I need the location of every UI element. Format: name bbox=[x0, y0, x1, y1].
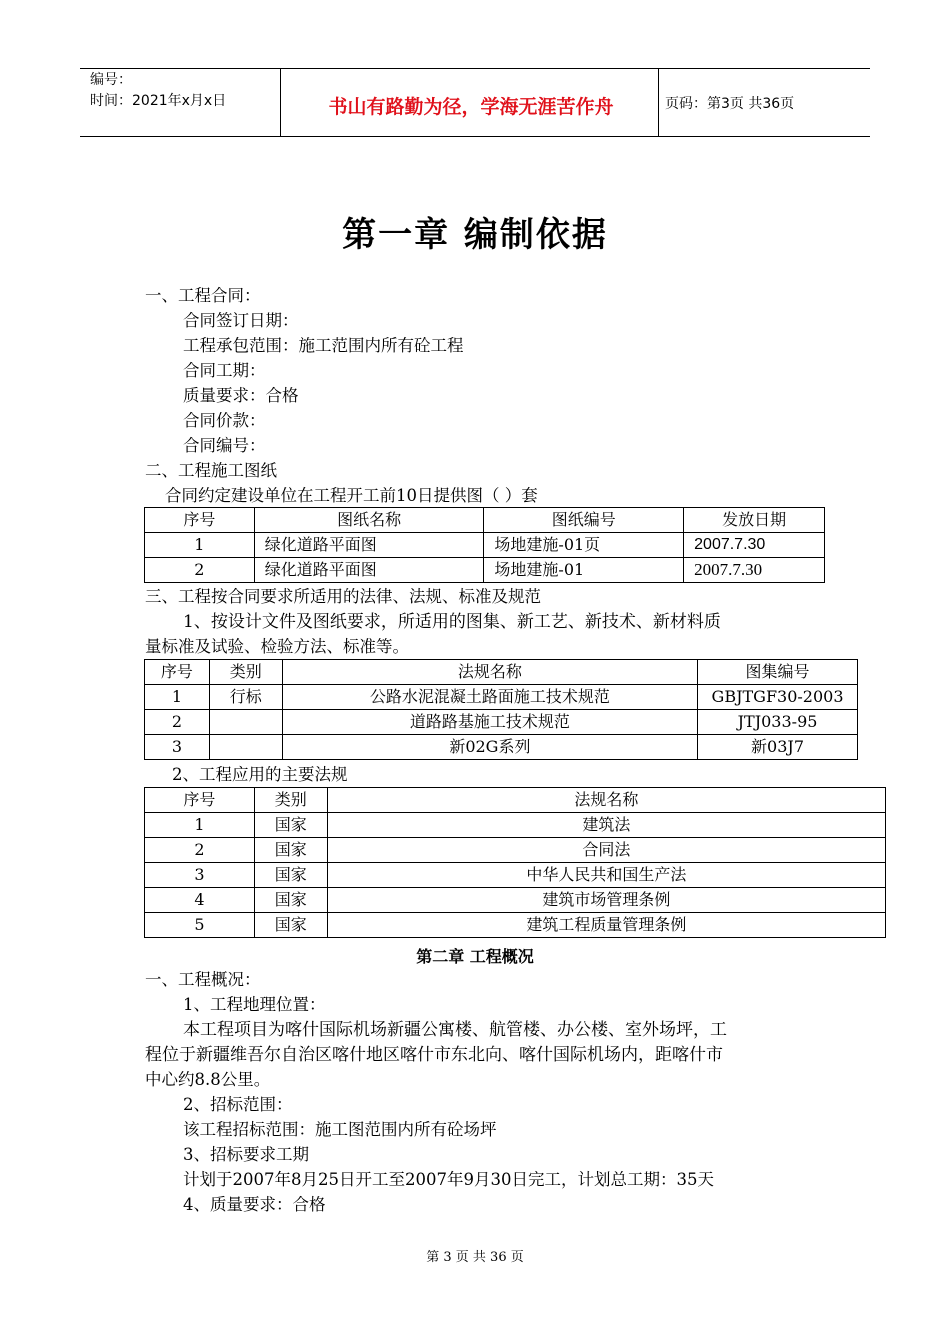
table-cell: 行标 bbox=[209, 685, 282, 710]
location-text: 中心约8.8公里。 bbox=[145, 1070, 271, 1089]
period-text: 计划于2007年8月25日开工至2007年9月30日完工，计划总工期：35天 bbox=[183, 1170, 714, 1189]
location-label: 1、工程地理位置： bbox=[183, 995, 326, 1014]
section1-heading: 一、工程合同： bbox=[145, 286, 261, 305]
contract-line: 合同价款： bbox=[183, 411, 266, 430]
section3-heading: 三、工程按合同要求所适用的法律、法规、标准及规范 bbox=[145, 587, 541, 606]
table-cell: 新03J7 bbox=[698, 735, 858, 760]
chapter2-title: 第二章 工程概况 bbox=[416, 947, 534, 966]
table-header: 序号 bbox=[145, 788, 255, 813]
table-header: 类别 bbox=[209, 660, 282, 685]
table-cell: 5 bbox=[145, 913, 255, 938]
table-cell: GBJTGF30-2003 bbox=[698, 685, 858, 710]
header-motto: 书山有路勤为径，学海无涯苦作舟 bbox=[328, 96, 614, 118]
section3-item1-line1: 1、按设计文件及图纸要求，所适用的图集、新工艺、新技术、新材料质 bbox=[183, 612, 721, 632]
table-cell: 3 bbox=[145, 863, 255, 888]
table-row bbox=[145, 685, 858, 710]
contract-line: 合同编号： bbox=[183, 436, 266, 455]
table-cell: 中华人民共和国生产法 bbox=[327, 863, 885, 888]
table-cell: 2 bbox=[145, 558, 255, 583]
drawings-table bbox=[144, 507, 825, 583]
table-header-row bbox=[145, 788, 886, 813]
table-cell: 国家 bbox=[254, 813, 327, 838]
table-header-row bbox=[145, 508, 825, 533]
table-row bbox=[145, 710, 858, 735]
table-cell: 1 bbox=[145, 533, 255, 558]
table-row bbox=[145, 863, 886, 888]
location-text: 程位于新疆维吾尔自治区喀什地区喀什市东北向、喀什国际机场内，距喀什市 bbox=[145, 1045, 723, 1065]
section2-heading: 二、工程施工图纸 bbox=[145, 461, 277, 480]
time-label: 时间：2021年x月x日 bbox=[90, 93, 227, 109]
header-page-info: 页码：第3页 共36页 bbox=[665, 96, 795, 112]
table-header-row bbox=[145, 660, 858, 685]
table-row bbox=[145, 888, 886, 913]
table-header: 图纸编号 bbox=[484, 508, 684, 533]
header-top-rule bbox=[80, 68, 870, 69]
section2-intro: 合同约定建设单位在工程开工前10日提供图（ ）套 bbox=[165, 486, 538, 505]
table-row bbox=[145, 735, 858, 760]
table-row bbox=[145, 813, 886, 838]
table-cell: 2 bbox=[145, 838, 255, 863]
chapter1-title: 第一章 编制依据 bbox=[342, 215, 608, 255]
bid-scope-text: 该工程招标范围：施工图范围内所有砼场坪 bbox=[183, 1120, 497, 1139]
table-cell: 合同法 bbox=[327, 838, 885, 863]
table-header: 发放日期 bbox=[684, 508, 825, 533]
table-cell: 国家 bbox=[254, 863, 327, 888]
table-cell: 国家 bbox=[254, 913, 327, 938]
table-header: 序号 bbox=[145, 508, 255, 533]
table-cell: 3 bbox=[145, 735, 210, 760]
table-header: 法规名称 bbox=[327, 788, 885, 813]
location-text: 本工程项目为喀什国际机场新疆公寓楼、航管楼、办公楼、室外场坪，工 bbox=[183, 1020, 727, 1040]
table-cell: 公路水泥混凝土路面施工技术规范 bbox=[282, 685, 697, 710]
table-row bbox=[145, 838, 886, 863]
table-header: 图纸名称 bbox=[254, 508, 484, 533]
header-bottom-rule bbox=[80, 136, 870, 137]
table-cell: 1 bbox=[145, 813, 255, 838]
table-header: 序号 bbox=[145, 660, 210, 685]
table-cell: 建筑市场管理条例 bbox=[327, 888, 885, 913]
standards-table bbox=[144, 659, 858, 760]
table-cell: 国家 bbox=[254, 838, 327, 863]
contract-line: 质量要求：合格 bbox=[183, 386, 299, 405]
table-cell: 场地建施-01 bbox=[484, 558, 684, 583]
table-cell: 建筑法 bbox=[327, 813, 885, 838]
table-row bbox=[145, 533, 825, 558]
table-cell: 1 bbox=[145, 685, 210, 710]
table-cell: 4 bbox=[145, 888, 255, 913]
table-cell: 场地建施-01页 bbox=[484, 533, 684, 558]
table-cell bbox=[209, 735, 282, 760]
period-label: 3、招标要求工期 bbox=[183, 1145, 309, 1164]
contract-line: 合同工期： bbox=[183, 361, 266, 380]
table-cell: 建筑工程质量管理条例 bbox=[327, 913, 885, 938]
table-row bbox=[145, 913, 886, 938]
table-cell: 2 bbox=[145, 710, 210, 735]
table-cell: 2007.7.30 bbox=[684, 533, 825, 558]
table-cell: 绿化道路平面图 bbox=[254, 558, 484, 583]
section3-item2: 2、工程应用的主要法规 bbox=[172, 765, 348, 784]
contract-line: 工程承包范围：施工范围内所有砼工程 bbox=[183, 336, 464, 355]
laws-table bbox=[144, 787, 886, 938]
table-cell: JTJ033-95 bbox=[698, 710, 858, 735]
quality-requirement: 4、质量要求：合格 bbox=[183, 1195, 326, 1214]
contract-line: 合同签订日期： bbox=[183, 311, 299, 330]
page-footer: 第 3 页 共 36 页 bbox=[426, 1250, 524, 1265]
header-divider bbox=[280, 68, 281, 136]
table-header: 图集编号 bbox=[698, 660, 858, 685]
table-cell bbox=[209, 710, 282, 735]
header-left bbox=[90, 70, 226, 112]
bid-scope-label: 2、招标范围： bbox=[183, 1095, 293, 1114]
table-header: 类别 bbox=[254, 788, 327, 813]
table-header: 法规名称 bbox=[282, 660, 697, 685]
section3-item1-line2: 量标准及试验、检验方法、标准等。 bbox=[145, 637, 409, 656]
table-cell: 新02G系列 bbox=[282, 735, 697, 760]
table-cell: 道路路基施工技术规范 bbox=[282, 710, 697, 735]
table-row bbox=[145, 558, 825, 583]
table-cell: 绿化道路平面图 bbox=[254, 533, 484, 558]
table-cell: 国家 bbox=[254, 888, 327, 913]
number-label: 编号： bbox=[90, 72, 132, 88]
overview-heading: 一、工程概况： bbox=[145, 970, 261, 989]
table-cell: 2007.7.30 bbox=[684, 558, 825, 583]
